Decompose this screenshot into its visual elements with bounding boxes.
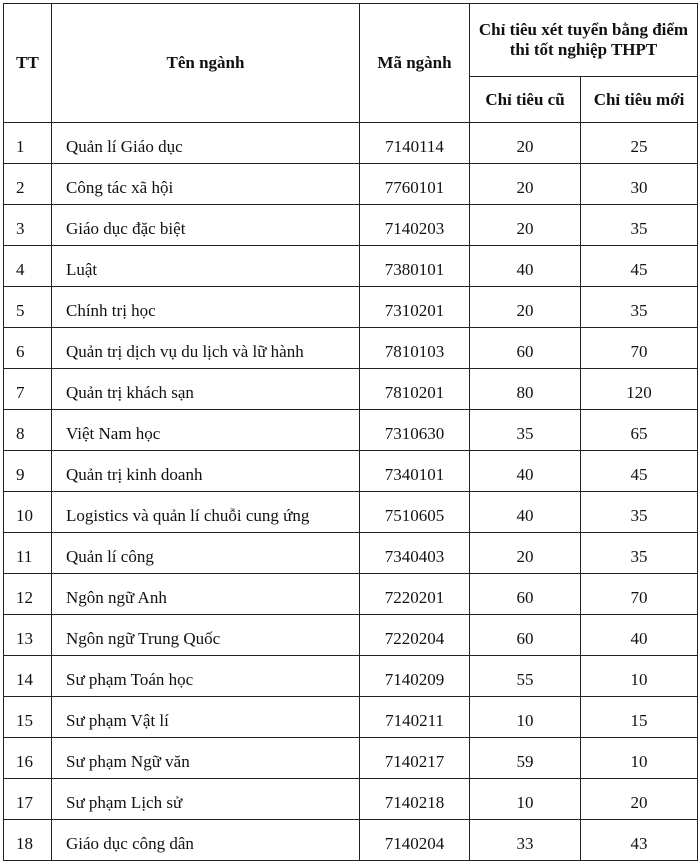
row-number: 18 (4, 820, 52, 861)
major-code: 7760101 (360, 164, 470, 205)
row-number: 5 (4, 287, 52, 328)
old-quota: 60 (470, 574, 581, 615)
row-number: 7 (4, 369, 52, 410)
old-quota: 33 (470, 820, 581, 861)
row-number: 17 (4, 779, 52, 820)
major-code: 7810103 (360, 328, 470, 369)
row-number: 14 (4, 656, 52, 697)
major-name: Sư phạm Ngữ văn (52, 738, 360, 779)
table-row (4, 779, 698, 820)
row-number: 4 (4, 246, 52, 287)
major-name: Quản trị kinh doanh (52, 451, 360, 492)
major-name: Quản lí công (52, 533, 360, 574)
table-row (4, 451, 698, 492)
table-row (4, 328, 698, 369)
table-row (4, 697, 698, 738)
major-code: 7340403 (360, 533, 470, 574)
major-code: 7140211 (360, 697, 470, 738)
header-quota-group: Chỉ tiêu xét tuyển bằng điểm thi tốt nghiệp THPT (470, 4, 698, 77)
new-quota: 15 (581, 697, 698, 738)
new-quota: 45 (581, 451, 698, 492)
table-row (4, 123, 698, 164)
new-quota: 40 (581, 615, 698, 656)
table-row (4, 205, 698, 246)
major-name: Sư phạm Vật lí (52, 697, 360, 738)
major-name: Sư phạm Lịch sử (52, 779, 360, 820)
old-quota: 60 (470, 328, 581, 369)
major-name: Giáo dục đặc biệt (52, 205, 360, 246)
old-quota: 20 (470, 123, 581, 164)
major-name: Luật (52, 246, 360, 287)
major-name: Công tác xã hội (52, 164, 360, 205)
new-quota: 30 (581, 164, 698, 205)
new-quota: 10 (581, 738, 698, 779)
major-code: 7140114 (360, 123, 470, 164)
row-number: 6 (4, 328, 52, 369)
new-quota: 70 (581, 328, 698, 369)
old-quota: 20 (470, 205, 581, 246)
header-old-quota: Chỉ tiêu cũ (470, 77, 581, 123)
row-number: 13 (4, 615, 52, 656)
table-row (4, 164, 698, 205)
old-quota: 10 (470, 697, 581, 738)
major-name: Logistics và quản lí chuỗi cung ứng (52, 492, 360, 533)
table-row (4, 492, 698, 533)
table-row (4, 574, 698, 615)
table-row (4, 369, 698, 410)
header-name: Tên ngành (52, 4, 360, 123)
major-name: Quản trị khách sạn (52, 369, 360, 410)
row-number: 15 (4, 697, 52, 738)
table-row (4, 820, 698, 861)
major-name: Chính trị học (52, 287, 360, 328)
major-code: 7140203 (360, 205, 470, 246)
header-code: Mã ngành (360, 4, 470, 123)
major-name: Sư phạm Toán học (52, 656, 360, 697)
major-code: 7220204 (360, 615, 470, 656)
major-code: 7140209 (360, 656, 470, 697)
new-quota: 43 (581, 820, 698, 861)
old-quota: 40 (470, 492, 581, 533)
major-name: Ngôn ngữ Trung Quốc (52, 615, 360, 656)
table-row (4, 615, 698, 656)
old-quota: 80 (470, 369, 581, 410)
major-name: Giáo dục công dân (52, 820, 360, 861)
table-row (4, 246, 698, 287)
old-quota: 55 (470, 656, 581, 697)
new-quota: 35 (581, 287, 698, 328)
new-quota: 120 (581, 369, 698, 410)
table-row (4, 533, 698, 574)
new-quota: 35 (581, 205, 698, 246)
new-quota: 65 (581, 410, 698, 451)
old-quota: 10 (470, 779, 581, 820)
row-number: 16 (4, 738, 52, 779)
old-quota: 20 (470, 533, 581, 574)
old-quota: 20 (470, 164, 581, 205)
header-tt: TT (4, 4, 52, 123)
major-code: 7810201 (360, 369, 470, 410)
major-code: 7380101 (360, 246, 470, 287)
table-row (4, 738, 698, 779)
old-quota: 40 (470, 451, 581, 492)
new-quota: 25 (581, 123, 698, 164)
new-quota: 20 (581, 779, 698, 820)
new-quota: 45 (581, 246, 698, 287)
major-name: Quản trị dịch vụ du lịch và lữ hành (52, 328, 360, 369)
table-body (4, 123, 698, 861)
new-quota: 70 (581, 574, 698, 615)
major-code: 7140218 (360, 779, 470, 820)
table-row (4, 287, 698, 328)
row-number: 11 (4, 533, 52, 574)
new-quota: 35 (581, 533, 698, 574)
old-quota: 59 (470, 738, 581, 779)
row-number: 3 (4, 205, 52, 246)
row-number: 12 (4, 574, 52, 615)
table-row (4, 656, 698, 697)
major-code: 7140204 (360, 820, 470, 861)
row-number: 8 (4, 410, 52, 451)
table-row (4, 410, 698, 451)
row-number: 2 (4, 164, 52, 205)
quota-table (3, 3, 698, 861)
major-name: Ngôn ngữ Anh (52, 574, 360, 615)
major-name: Việt Nam học (52, 410, 360, 451)
major-code: 7310201 (360, 287, 470, 328)
new-quota: 10 (581, 656, 698, 697)
major-code: 7510605 (360, 492, 470, 533)
row-number: 1 (4, 123, 52, 164)
major-code: 7340101 (360, 451, 470, 492)
old-quota: 35 (470, 410, 581, 451)
row-number: 9 (4, 451, 52, 492)
row-number: 10 (4, 492, 52, 533)
old-quota: 20 (470, 287, 581, 328)
old-quota: 40 (470, 246, 581, 287)
major-code: 7310630 (360, 410, 470, 451)
major-code: 7140217 (360, 738, 470, 779)
header-new-quota: Chỉ tiêu mới (581, 77, 698, 123)
major-code: 7220201 (360, 574, 470, 615)
old-quota: 60 (470, 615, 581, 656)
new-quota: 35 (581, 492, 698, 533)
major-name: Quản lí Giáo dục (52, 123, 360, 164)
